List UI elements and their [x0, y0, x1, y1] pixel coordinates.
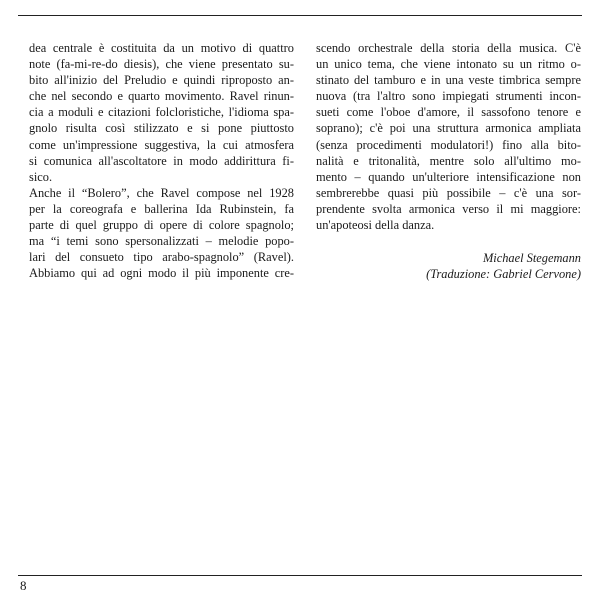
text-line: per la coreografa e ballerina Ida Rubinstein, fa — [29, 201, 294, 216]
top-rule — [18, 15, 582, 16]
text-line: un unico tema, che viene intonato su un ritmo o- — [316, 57, 581, 72]
text-line: gnolo risulta così stilizzato e si pone piuttosto — [29, 121, 294, 136]
text-line: cia a moduli e citazioni folcloristiche, l'idioma spa- — [29, 105, 294, 120]
text-line: sico. — [29, 169, 53, 184]
text-line: mento – quando un'ulteriore intensificazione non — [316, 169, 581, 184]
text-line: come un'impressione suggestiva, la cui atmosfera — [29, 137, 294, 152]
bottom-rule — [18, 575, 582, 576]
text-line: dea centrale è costituita da un motivo di quattro — [29, 41, 294, 55]
text-line: prendente svolta armonica verso il mi maggiore: — [316, 201, 581, 216]
right-column — [316, 40, 581, 282]
text-line: lari del consueto tipo arabo-spagnolo” (Ravel). — [29, 250, 294, 265]
author-signature: Michael Stegemann — [482, 251, 581, 266]
text-line: nalità e tritonalità, mentre solo all'ultimo mo- — [316, 153, 581, 168]
text-line: parte di quel gruppo di opere di colore spagnolo; — [29, 218, 294, 233]
text-line: un'apoteosi della danza. — [316, 218, 435, 233]
text-line: stinato del tamburo e in una veste timbrica sempre — [316, 73, 581, 88]
text-line: ma “i temi sono spersonalizzati – melodie popo- — [29, 234, 294, 249]
text-line: soprano); c'è poi una struttura armonica ampliata — [316, 121, 581, 136]
left-column — [29, 40, 294, 281]
text-line: scendo orchestrale della storia della musica. C'è — [316, 41, 581, 55]
text-line: (senza procedimenti modulatori!) fino alla bito- — [316, 137, 581, 152]
text-line: note (fa-mi-re-do diesis), che viene presentato su- — [29, 57, 294, 72]
translator-credit: (Traduzione: Gabriel Cervone) — [426, 267, 581, 282]
page-number: 8 — [20, 578, 27, 593]
text-line: sueti come l'oboe d'amore, il sassofono tenore e — [316, 105, 581, 120]
text-line: Abbiamo qui ad ogni modo il più imponente cre- — [29, 266, 294, 281]
text-line: si comunica all'ascoltatore in modo addirittura fi- — [29, 153, 294, 168]
text-line: bito all'inizio del Preludio e quindi riproposto an- — [29, 73, 294, 88]
text-line: nuova (tra l'altro sono impiegati strumenti incon- — [316, 89, 581, 104]
text-line: che nel secondo e quarto movimento. Ravel rinun- — [29, 89, 294, 104]
text-line: sembrerebbe quasi più possibile – c'è una sor- — [316, 185, 581, 200]
text-line: Anche il “Bolero”, che Ravel compose nel 1928 — [29, 185, 294, 200]
